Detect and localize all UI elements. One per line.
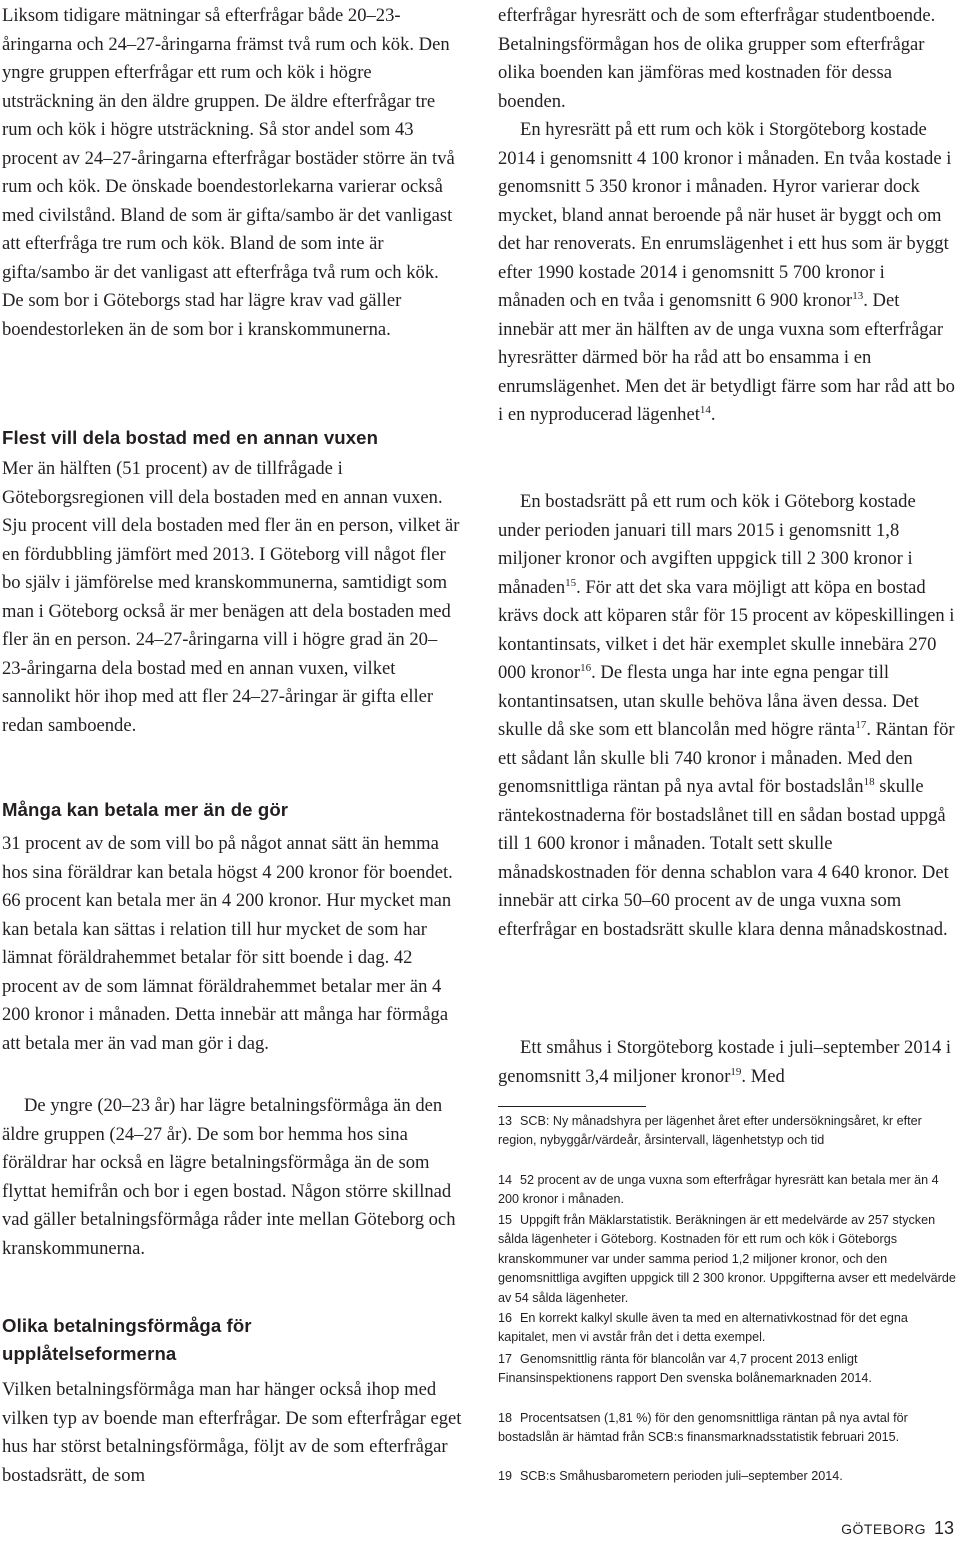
condo-costs-text-b: . För att det ska vara möjligt att köpa en bostad krävs dock att köparen står för 15 procent av köpeskillingen i kontantinsats, vilket i det här exemplet skulle innebära 270 000 kronor [498, 576, 955, 683]
footnote-text: 52 procent av de unga vuxna som efterfrågar hyresrätt kan betala mer än 4 200 kronor i månaden. [498, 1173, 939, 1207]
footnote-number: 16 [498, 1311, 513, 1325]
paragraph-room-size-demand: Liksom tidigare mätningar så efterfrågar både 20–23-åringarna och 24–27-åringarna främst två rum och kök. Den yngre gruppen efterfrågar ett rum och kök i högre utsträckning än den äldre gruppen. De äldre efterfrågar tre rum och kök i högre utsträckning. Så stor andel som 43 procent av 24–27-åringarna efterfrågar bostäder större än två rum och kök. De önskade boendestorlekarna varierar också med civilstånd. Bland de som är gifta/sambo är det vanligast att efterfråga tre rum och kök. Bland de som inte är gifta/sambo är det vanligast att efterfråga två rum och kök. De som bor i Göteborgs stad har lägre krav vad gäller boendestorleken än de som bor i kranskommunerna. [2, 5, 455, 340]
footnote-13 [498, 1112, 956, 1151]
page-number: 13 [933, 1518, 954, 1538]
footnote-number: 18 [498, 1411, 513, 1425]
heading-share-home: Flest vill dela bostad med en annan vuxen [2, 427, 379, 448]
footnote-16 [498, 1309, 956, 1348]
footnote-divider [498, 1106, 646, 1107]
footnote-17 [498, 1350, 956, 1389]
footnote-number: 19 [498, 1469, 513, 1483]
paragraph-tenure-forms: Vilken betalningsförmåga man har hänger också ihop med vilken typ av boende man efterfrågar. De som efterfrågar eget hus har störst betalningsförmåga, följt av de som efterfrågar bostadsrätt, de som [2, 1379, 462, 1486]
footnote-ref-13: 13 [852, 290, 864, 302]
paragraph-rental-costs [498, 116, 956, 430]
footnote-text: En korrekt kalkyl skulle även ta med en alternativkostnad för det egna kapitalet, men vi avstår från det i detta exempel. [498, 1311, 908, 1345]
footnote-ref-19: 19 [730, 1065, 742, 1078]
paragraph-condo-costs [498, 488, 956, 944]
footnote-ref-18: 18 [863, 776, 875, 788]
footnote-ref-14: 14 [699, 404, 711, 416]
condo-costs-text-a: En bostadsrätt på ett rum och kök i Göteborg kostade under perioden januari till mars 2015 i genomsnitt 1,8 miljoner kronor och avgiften uppgick till 2 300 kronor i månaden [498, 491, 916, 598]
footnote-18 [498, 1409, 956, 1448]
rental-costs-text-c: . [710, 404, 716, 425]
heading-tenure-forms [2, 1312, 462, 1368]
footnote-ref-17: 17 [855, 719, 867, 731]
heading-tenure-forms-line1: Olika betalningsförmåga för [2, 1315, 252, 1336]
paragraph-rental-intro: efterfrågar hyresrätt och de som efterfrågar studentboende. Betalningsförmågan hos de olika grupper som efterfrågar olika boenden kan jämföras med kostnaden för dessa boenden. [498, 5, 936, 112]
footnote-text: SCB:s Småhusbarometern perioden juli–september 2014. [520, 1469, 843, 1483]
footnote-text: Uppgift från Mäklarstatistik. Beräkningen är ett medelvärde av 257 stycken sålda lägenheter i Göteborg. Kostnaden för ett rum och kök i Göteborgs kranskommuner var under samma period 1,2 miljoner kronor, och den genomsnittliga avgiften uppgick till 2 300 kronor. Uppgifterna avser ett medelvärde av 54 sålda lägenheter. [498, 1213, 956, 1305]
house-costs-text-a: Ett småhus i Storgöteborg kostade i juli–september 2014 i genomsnitt 3,4 miljoner kronor [498, 1037, 952, 1087]
condo-costs-text-c: . De flesta unga har inte egna pengar till kontantinsatsen, utan skulle behöva låna även dessa. Det skulle då ske som ett blancolån med högre ränta [498, 662, 919, 740]
paragraph-house-costs [498, 1034, 956, 1091]
footnote-text: Genomsnittlig ränta för blancolån var 4,7 procent 2013 enligt Finansinspektionens rapport Den svenska bolånemarknaden 2014. [498, 1352, 872, 1386]
page-footer [841, 1518, 954, 1539]
paragraph-younger-capacity: De yngre (20–23 år) har lägre betalningsförmåga än den äldre gruppen (24–27 år). De som bor hemma hos sina föräldrar har också en lägre betalningsförmåga än de som flyttat hemifrån och bor i egen bostad. Någon större skillnad vad gäller betalningsförmåga råder inte mellan Göteborg och kranskommunerna. [2, 1095, 456, 1259]
footnote-number: 13 [498, 1114, 513, 1128]
footnote-number: 15 [498, 1213, 513, 1227]
paragraph-can-pay-more: 31 procent av de som vill bo på något annat sätt än hemma hos sina föräldrar kan betala högst 4 200 kronor för boendet. 66 procent kan betala mer än 4 200 kronor. Hur mycket man kan betala kan sättas i relation till hur mycket de som har lämnat föräldrahemmet betalar för sitt boende i dag. 42 procent av de som lämnat föräldrahemmet betalar mer än 4 200 kronor i månaden. Detta innebär att många har förmåga att betala mer än vad man gör i dag. [2, 833, 453, 1054]
heading-can-pay-more: Många kan betala mer än de gör [2, 799, 289, 820]
condo-costs-text-d: . Räntan för ett sådant lån skulle bli 740 kronor i månaden. Med den genomsnittliga räntan på nya avtal för bostadslån [498, 719, 955, 797]
footnote-19 [498, 1467, 956, 1486]
footnote-14 [498, 1171, 956, 1210]
footnote-number: 17 [498, 1352, 513, 1366]
footnote-text: SCB: Ny månadshyra per lägenhet året efter undersökningsåret, kr efter region, nybyggår/värdeår, årsintervall, lägenhetstyp och tid [498, 1114, 922, 1148]
footnote-15 [498, 1211, 956, 1308]
footnote-ref-16: 16 [580, 662, 592, 674]
rental-costs-text-b: . Det innebär att mer än hälften av de unga vuxna som efterfrågar hyresrätter därmed bör ha råd att bo ensamma i en enrumslägenhet. Men det är betydligt färre som har råd att bo i en nyproducerad lägenhet [498, 290, 955, 425]
footnote-number: 14 [498, 1173, 513, 1187]
footnote-ref-15: 15 [565, 576, 577, 589]
house-costs-text-b: . Med [741, 1065, 785, 1087]
heading-tenure-forms-line2: upplåtelseformerna [2, 1343, 177, 1364]
footnote-text: Procentsatsen (1,81 %) för den genomsnittliga räntan på nya avtal för bostadslån är hämtad från SCB:s finansmarknadsstatistik februari 2015. [498, 1411, 908, 1445]
footer-place: GÖTEBORG [841, 1521, 926, 1537]
rental-costs-text-a: En hyresrätt på ett rum och kök i Storgöteborg kostade 2014 i genomsnitt 4 100 kronor i månaden. En tvåa kostade i genomsnitt 5 350 kronor i månaden. Hyror varierar dock mycket, bland annat beroende på när huset är byggt och om det har renoverats. En enrumslägenhet i ett hus som är byggt efter 1990 kostade 2014 i genomsnitt 5 700 kronor i månaden och en tvåa i genomsnitt 6 900 kronor [498, 119, 952, 311]
paragraph-share-home: Mer än hälften (51 procent) av de tillfrågade i Göteborgsregionen vill dela bostaden med en annan vuxen. Sju procent vill dela bostaden med fler än en person, vilket är en fördubbling jämfört med 2013. I Göteborg vill något fler bo själv i jämförelse med kranskommunerna, samtidigt som man i Göteborg också är mer benägen att dela bostaden med fler än en person. 24–27-åringarna vill i högre grad än 20–23-åringarna dela bostad med en annan vuxen, vilket sannolikt hör ihop med att fler 24–27-åringar är gifta eller redan samboende. [2, 458, 460, 736]
condo-costs-text-e: skulle räntekostnaderna för bostadslånet till en sådan bostad uppgå till 1 600 kronor i månaden. Totalt sett skulle månadskostnaden för denna schablon vara 4 640 kronor. Det innebär att cirka 50–60 procent av de unga vuxna som efterfrågar en bostadsrätt skulle klara denna månadskostnad. [498, 776, 949, 940]
